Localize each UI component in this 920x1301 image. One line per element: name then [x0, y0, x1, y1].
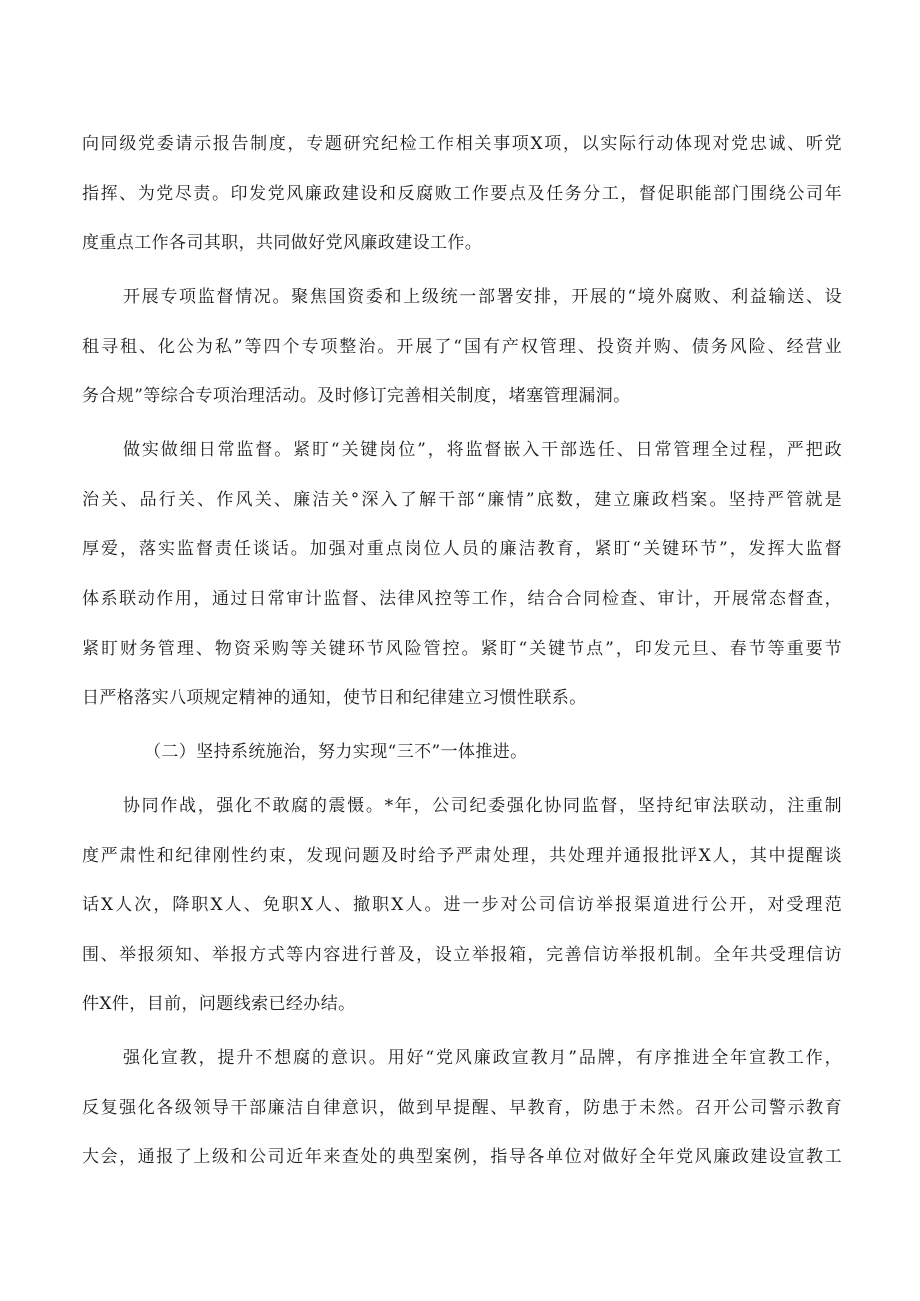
- paragraph-4-line-1: 协同作战，强化不敢腐的震慑。*年，公司纪委强化协同监督，坚持纪审法联动，注重制: [123, 796, 842, 816]
- paragraph-5-line-1: 强化宣教，提升不想腐的意识。用好“党风廉政宣教月”品牌，有序推进全年宣教工作，: [123, 1048, 842, 1068]
- paragraph-4-line-4: 围、举报须知、举报方式等内容进行普及，设立举报箱，完善信访举报机制。全年共受理信访: [82, 945, 842, 965]
- paragraph-3-line-3: 厚爱，落实监督责任谈话。加强对重点岗位人员的廉洁教育，紧盯“关键环节”，发挥大监督: [82, 539, 842, 559]
- section-heading: （二）坚持系统施治，努力实现“三不”一体推进。: [144, 742, 528, 762]
- paragraph-3-line-5: 紧盯财务管理、物资采购等关键环节风险管控。紧盯“关键节点”，印发元旦、春节等重要节: [82, 639, 842, 659]
- paragraph-1-line-2: 指挥、为党尽责。印发党风廉政建设和反腐败工作要点及任务分工，督促职能部门围绕公司年: [82, 184, 842, 204]
- paragraph-3-line-1: 做实做细日常监督。紧盯“关键岗位”，将监督嵌入干部选任、日常管理全过程，严把政: [123, 440, 842, 460]
- paragraph-4-line-5: 件X件，目前，问题线索已经办结。: [82, 994, 356, 1014]
- paragraph-2-line-2: 租寻租、化公为私”等四个专项整治。开展了“国有产权管理、投资并购、债务风险、经营业: [82, 337, 842, 357]
- paragraph-3-line-4: 体系联动作用，通过日常审计监督、法律风控等工作，结合合同检查、审计，开展常态督查，: [82, 589, 842, 609]
- paragraph-5-line-2: 反复强化各级领导干部廉洁自律意识，做到早提醒、早教育，防患于未然。召开公司警示教育: [82, 1098, 842, 1118]
- paragraph-4-line-3: 话X人次，降职X人、免职X人、撤职X人。进一步对公司信访举报渠道进行公开，对受理范: [82, 895, 842, 915]
- paragraph-4-line-2: 度严肃性和纪律刚性约束，发现问题及时给予严肃处理，共处理并通报批评X人，其中提醒谈: [82, 846, 842, 866]
- paragraph-1-line-1: 向同级党委请示报告制度，专题研究纪检工作相关事项X项，以实际行动体现对党忠诚、听党: [82, 134, 842, 154]
- paragraph-1-line-3: 度重点工作各司其职，共同做好党风廉政建设工作。: [82, 233, 483, 253]
- paragraph-2-line-1: 开展专项监督情况。聚焦国资委和上级统一部署安排，开展的“境外腐败、利益输送、设: [123, 287, 842, 307]
- paragraph-5-line-3: 大会，通报了上级和公司近年来查处的典型案例，指导各单位对做好全年党风廉政建设宣教工: [82, 1147, 842, 1167]
- paragraph-3-line-6: 日严格落实八项规定精神的通知，使节日和纪律建立习惯性联系。: [82, 688, 587, 708]
- paragraph-2-line-3: 务合规”等综合专项治理活动。及时修订完善相关制度，堵塞管理漏洞。: [82, 386, 631, 406]
- paragraph-3-line-2: 治关、品行关、作风关、廉洁关°深入了解干部“廉情”底数，建立廉政档案。坚持严管就是: [82, 490, 842, 510]
